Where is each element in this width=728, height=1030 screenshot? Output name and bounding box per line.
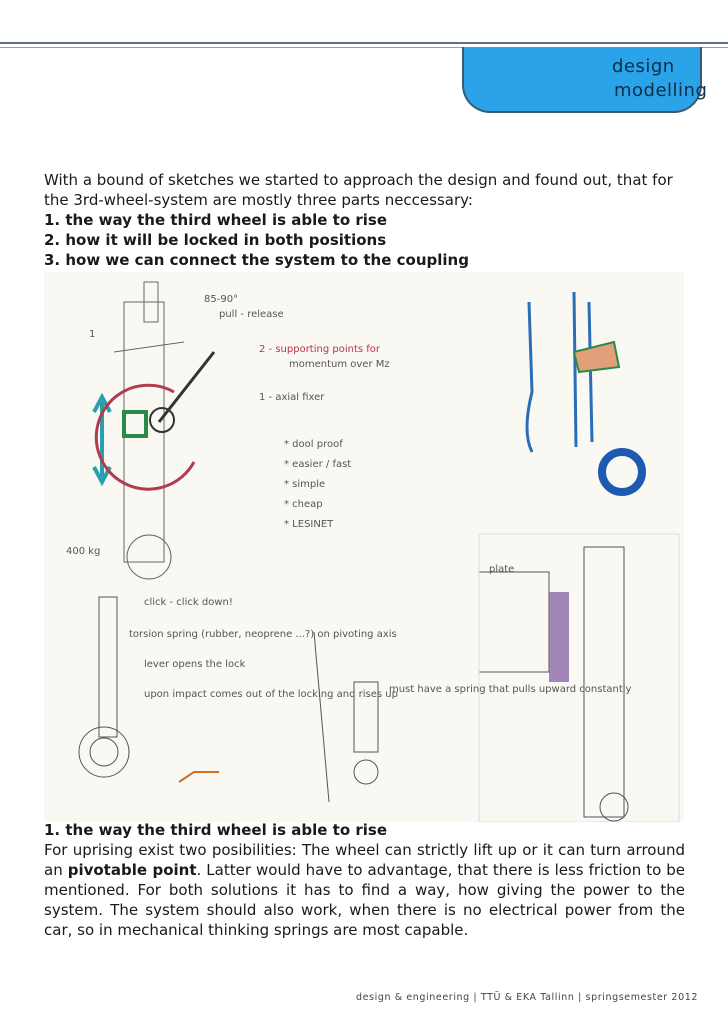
section-tab xyxy=(462,47,708,113)
tab-line-2: modelling xyxy=(614,80,708,101)
sketch-impact: upon impact comes out of the locking and rises up xyxy=(144,689,398,700)
intro-item-3: 3. how we can connect the system to the coupling xyxy=(44,251,469,269)
sketch-marker-1: 1 xyxy=(89,329,96,340)
sketch-axial: 1 - axial fixer xyxy=(259,392,325,403)
sketch-plate: plate xyxy=(489,564,515,575)
sketch-supporting: 2 - supporting points for xyxy=(259,344,381,355)
tab-line-1: design xyxy=(612,56,675,77)
sketch-weight: 400 kg xyxy=(66,546,101,557)
intro-text xyxy=(44,170,689,270)
sketch-torsion: torsion spring (rubber, neoprene ...?) on pivoting axis xyxy=(129,629,397,640)
page-footer: design & engineering | TTÜ & EKA Tallinn | springsemester 2012 xyxy=(356,992,699,1003)
sketch-list-5: * LESINET xyxy=(284,519,334,530)
rise-section xyxy=(44,820,685,940)
section-bold-term: pivotable point xyxy=(67,861,197,879)
header-rule xyxy=(0,42,728,44)
sketch-list-4: * cheap xyxy=(284,499,323,510)
intro-item-1: 1. the way the third wheel is able to rise xyxy=(44,211,387,229)
intro-item-2: 2. how it will be locked in both positions xyxy=(44,231,387,249)
sketch-list-1: * dool proof xyxy=(284,439,343,450)
section-text-before: For uprising exist two posibilities: The wheel can strictly lift up or it can turn arround an xyxy=(44,841,685,879)
sketch-lever: lever opens the lock xyxy=(144,659,246,670)
intro-paragraph: With a bound of sketches we started to approach the design and found out, that for the 3rd-wheel-system are mostly three parts neccessary: xyxy=(44,171,673,209)
sketch-drawing xyxy=(44,272,684,822)
sketch-pull-release: pull - release xyxy=(219,309,284,320)
sketch-momentum: momentum over Mz xyxy=(289,359,390,370)
section-heading: 1. the way the third wheel is able to rise xyxy=(44,821,387,839)
section-body xyxy=(44,840,685,940)
sketch-angle: 85-90° xyxy=(204,294,239,305)
section-tab-label xyxy=(524,55,708,103)
sketch-click: click - click down! xyxy=(144,597,233,608)
sketch-list-2: * easier / fast xyxy=(284,459,352,470)
sketch-image xyxy=(44,272,684,822)
sketch-list-3: * simple xyxy=(284,479,326,490)
section-text-after: . Latter would have to advantage, that there is less friction to be mentioned. For both solutions it has to find a way, how giving the power to the system. The system should also work, when there is no electrical power from the car, so in mechanical thinking springs are most capable. xyxy=(44,861,686,939)
sketch-spring: must have a spring that pulls upward constantly xyxy=(389,684,632,695)
